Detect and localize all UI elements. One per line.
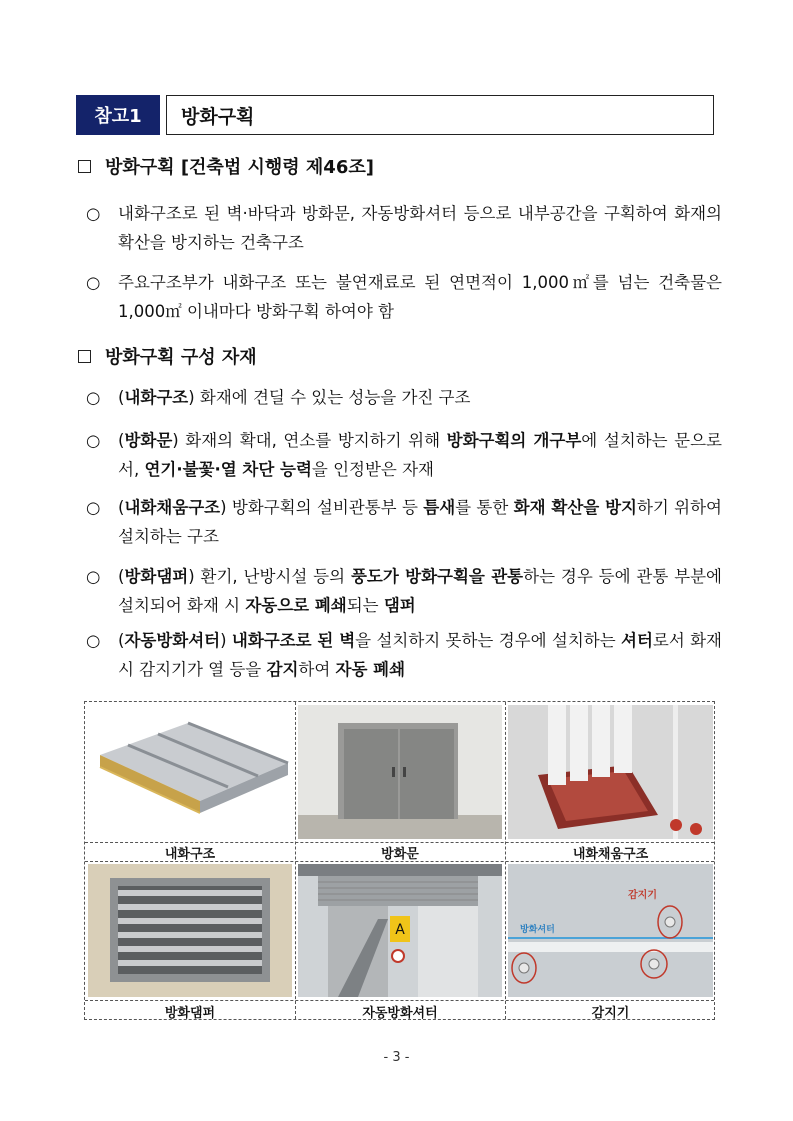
section2-bullet-4: ○ (방화댐퍼) 환기, 난방시설 등의 풍도가 방화구획을 관통하는 경우 등에 관통 부분에 설치되어 화재 시 자동으로 폐쇄되는 댐퍼 <box>86 562 722 620</box>
section2-heading <box>78 343 257 369</box>
term-firestop: 내화채움구조 <box>124 498 221 517</box>
term-fire-resistant: 내화구조 <box>124 388 189 407</box>
caption-detector: 감지기 <box>591 1006 630 1021</box>
svg-text:A: A <box>395 922 405 938</box>
section1-bullet-1 <box>86 199 722 257</box>
circle-bullet-icon: ○ <box>86 204 101 223</box>
square-bullet-icon <box>78 160 91 173</box>
shutter-label: 방화셔터 <box>520 925 555 935</box>
fire-resistant-panel-image <box>88 705 292 839</box>
bullet-text: 내화구조로 된 벽·바닥과 방화문, 자동방화셔터 등으로 내부공간을 구획하여 화재의 확산을 방지하는 건축구조 <box>118 204 722 252</box>
bullet-text: 주요구조부가 내화구조 또는 불연재료로 된 연면적이 1,000㎡를 넘는 건축물은 1,000㎡ 이내마다 방화구획 하여야 함 <box>118 273 722 321</box>
caption-fire-resistant: 내화구조 <box>164 847 216 862</box>
circle-bullet-icon: ○ <box>86 273 101 292</box>
section2-bullet-3: ○ (내화채움구조) 방화구획의 설비관통부 등 틈새를 통한 화재 확산을 방지하기 위하여 설치하는 구조 <box>86 493 722 551</box>
term-fire-door: 방화문 <box>124 431 173 450</box>
circle-bullet-icon: ○ <box>86 631 101 650</box>
header-box <box>76 95 255 135</box>
page-number: - 3 - <box>383 1050 410 1065</box>
fire-damper-image <box>88 864 292 997</box>
auto-fire-shutter-image <box>298 864 502 997</box>
section2-bullet-5: ○ (자동방화셔터) 내화구조로 된 벽을 설치하지 못하는 경우에 설치하는 셔터로서 화재 시 감지기가 열 등을 감지하여 자동 폐쇄 <box>86 626 722 684</box>
term-fire-damper: 방화댐퍼 <box>124 567 189 586</box>
circle-bullet-icon: ○ <box>86 567 101 586</box>
header-tag: 참고1 <box>76 95 160 135</box>
section2-bullet-1: ○ (내화구조) 화재에 견딜 수 있는 성능을 가진 구조 <box>86 383 722 412</box>
caption-firestop: 내화채움구조 <box>572 847 649 862</box>
section1-title: 방화구획 [건축법 시행령 제46조] <box>105 157 374 178</box>
circle-bullet-icon: ○ <box>86 388 101 407</box>
caption-fire-damper: 방화댐퍼 <box>164 1006 216 1021</box>
detector-label: 감지기 <box>628 890 657 901</box>
figure-grid <box>84 701 715 1020</box>
section1-bullet-2 <box>86 268 722 326</box>
term-fire-shutter: 자동방화셔터 <box>124 631 221 650</box>
circle-bullet-icon: ○ <box>86 498 101 517</box>
section1-heading <box>78 153 374 179</box>
detector-image <box>508 864 713 997</box>
section2-bullet-2: ○ (방화문) 화재의 확대, 연소를 방지하기 위해 방화구획의 개구부에 설치하는 문으로서, 연기·불꽃·열 차단 능력을 인정받은 자재 <box>86 426 722 484</box>
section2-title: 방화구획 구성 자재 <box>105 347 257 368</box>
header-title: 방화구획 <box>166 95 714 135</box>
square-bullet-icon <box>78 350 91 363</box>
caption-fire-door: 방화문 <box>381 847 419 862</box>
caption-auto-shutter: 자동방화셔터 <box>362 1006 438 1021</box>
fire-door-image <box>298 705 502 839</box>
circle-bullet-icon: ○ <box>86 431 101 450</box>
firestop-image <box>508 705 713 839</box>
